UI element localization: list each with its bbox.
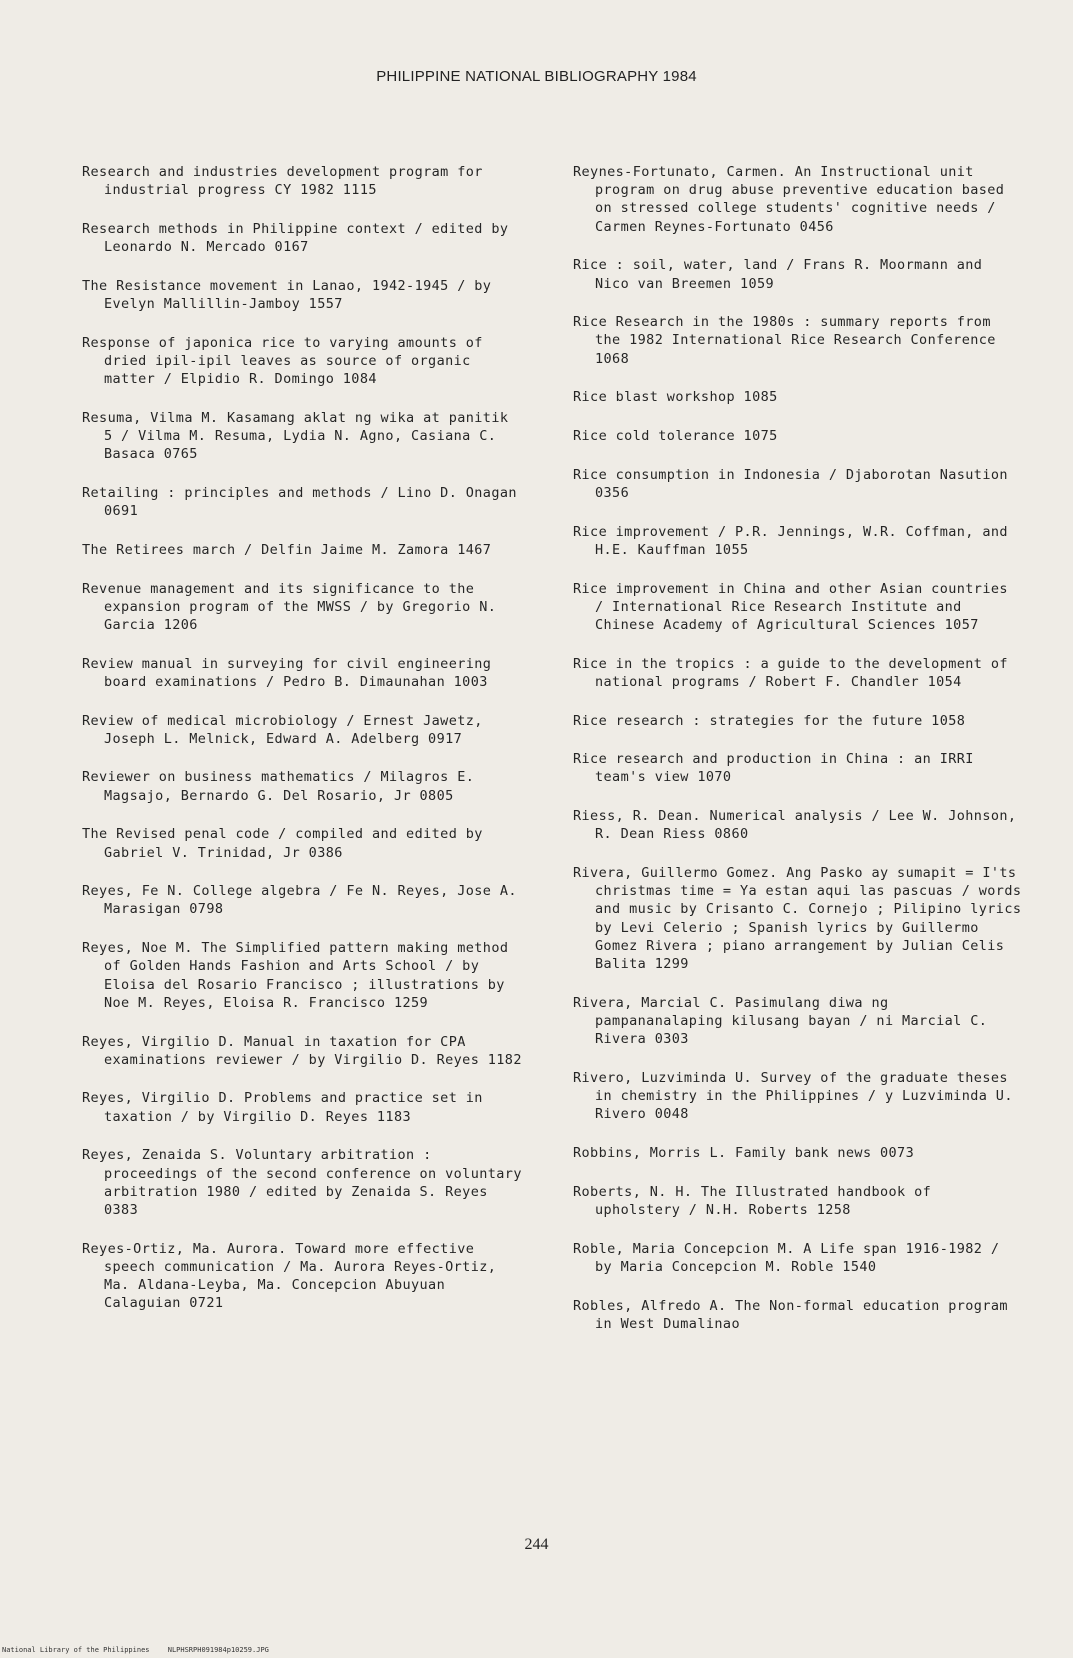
bibliography-entry: Response of japonica rice to varying amounts of dried ipil-ipil leaves as source of organic matter / Elpidio R. Domingo 1084 (82, 334, 483, 388)
bibliography-entry: Reyes, Fe N. College algebra / Fe N. Reyes, Jose A. Marasigan 0798 (82, 883, 517, 918)
bibliography-entry: Rivera, Guillermo Gomez. Ang Pasko ay sumapit = I'ts christmas time = Ya estan aqui las pascuas / words and music by Crisanto C. Cornejo ; Pilipino lyrics by Levi Celerio ; Spanish lyrics by Guillermo Gomez Rivera ; piano arrangement by Julian Celis Balita 1299 (573, 865, 1022, 973)
bibliography-entry: Retailing : principles and methods / Lino D. Onagan 0691 (82, 484, 517, 520)
page-number: 244 (524, 1536, 549, 1553)
bibliography-entry: Reyes, Noe M. The Simplified pattern making method of Golden Hands Fashion and Arts School / by Eloisa del Rosario Francisco ; illustrations by Noe M. Reyes, Eloisa R. Francisco 1259 (82, 940, 509, 1011)
bibliography-entry: Research methods in Philippine context / edited by Leonardo N. Mercado 0167 (82, 220, 509, 256)
bibliography-entry: Reviewer on business mathematics / Milagros E. Magsajo, Bernardo G. Del Rosario, Jr 0805 (82, 769, 475, 804)
bibliography-entry: The Resistance movement in Lanao, 1942-1945 / by Evelyn Mallillin-Jamboy 1557 (82, 277, 492, 313)
bibliography-entry: Reyes, Zenaida S. Voluntary arbitration : proceedings of the second conference on voluntary arbitration 1980 / edited by Zenaida S. Reyes 0383 (82, 1147, 522, 1218)
bibliography-entry: Riess, R. Dean. Numerical analysis / Lee W. Johnson, R. Dean Riess 0860 (573, 808, 1017, 843)
bibliography-entry: Rice research : strategies for the future 1058 (573, 712, 966, 729)
bibliography-entry: Robbins, Morris L. Family bank news 0073 (573, 1145, 915, 1162)
bibliography-entry: Review manual in surveying for civil engineering board examinations / Pedro B. Dimaunahan 1003 (82, 655, 492, 690)
bibliography-entry: Rice cold tolerance 1075 (573, 428, 778, 445)
scan-footer (2, 1646, 283, 1654)
bibliography-entry: Review of medical microbiology / Ernest Jawetz, Joseph L. Melnick, Edward A. Adelberg 0917 (82, 712, 483, 747)
right-column (573, 163, 1023, 1353)
bibliography-entry: Rice Research in the 1980s : summary reports from the 1982 International Rice Research Conference 1068 (573, 314, 996, 367)
bibliography-entry: Rivero, Luzviminda U. Survey of the graduate theses in chemistry in the Philippines / y Luzviminda U. Rivero 0048 (573, 1069, 1013, 1123)
bibliography-entry: Revenue management and its significance to the expansion program of the MWSS / by Gregorio N. Garcia 1206 (82, 580, 497, 633)
bibliography-entry: The Retirees march / Delfin Jaime M. Zamora 1467 (82, 541, 492, 558)
bibliography-entry: Rice blast workshop 1085 (573, 389, 778, 406)
left-column (82, 163, 522, 1333)
bibliography-entry: Reyes, Virgilio D. Manual in taxation for CPA examinations reviewer / by Virgilio D. Reyes 1182 (82, 1033, 522, 1068)
bibliography-entry: Reyes-Ortiz, Ma. Aurora. Toward more effective speech communication / Ma. Aurora Reyes-Ortiz, Ma. Aldana-Leyba, Ma. Concepcion Abuyuan Calaguian 0721 (82, 1240, 497, 1312)
bibliography-entry: Roble, Maria Concepcion M. A Life span 1916-1982 / by Maria Concepcion M. Roble 1540 (573, 1240, 1000, 1275)
bibliography-entry: Rice : soil, water, land / Frans R. Moormann and Nico van Breemen 1059 (573, 257, 983, 292)
footer-source: National Library of the Philippines (2, 1646, 150, 1654)
bibliography-entry: Rice research and production in China : an IRRI team's view 1070 (573, 751, 974, 786)
bibliography-entry: Rice consumption in Indonesia / Djaborotan Nasution 0356 (573, 466, 1008, 501)
bibliography-entry: Reynes-Fortunato, Carmen. An Instructional unit program on drug abuse preventive education based on stressed college students' cognitive needs / Carmen Reynes-Fortunato 0456 (573, 164, 1005, 235)
bibliography-entry: Rice in the tropics : a guide to the development of national programs / Robert F. Chandler 1054 (573, 655, 1008, 690)
footer-file: NLPHSRPH091984p10259.JPG (167, 1646, 269, 1654)
bibliography-entry: Roberts, N. H. The Illustrated handbook of upholstery / N.H. Roberts 1258 (573, 1183, 932, 1218)
bibliography-entry: Research and industries development program for industrial progress CY 1982 1115 (82, 164, 483, 199)
bibliography-entry: Rivera, Marcial C. Pasimulang diwa ng pampananalaping kilusang bayan / ni Marcial C. Rivera 0303 (573, 994, 988, 1048)
bibliography-entry: Rice improvement / P.R. Jennings, W.R. Coffman, and H.E. Kauffman 1055 (573, 523, 1008, 558)
bibliography-entry: Robles, Alfredo A. The Non-formal education program in West Dumalinao (573, 1297, 1008, 1332)
bibliography-entry: Rice improvement in China and other Asian countries / International Rice Research Institute and Chinese Academy of Agricultural Sciences 1057 (573, 580, 1008, 633)
bibliography-entry: The Revised penal code / compiled and edited by Gabriel V. Trinidad, Jr 0386 (82, 826, 483, 861)
bibliography-entry: Reyes, Virgilio D. Problems and practice set in taxation / by Virgilio D. Reyes 1183 (82, 1090, 483, 1125)
page-title: PHILIPPINE NATIONAL BIBLIOGRAPHY 1984 (376, 68, 697, 85)
bibliography-entry: Resuma, Vilma M. Kasamang aklat ng wika at panitik 5 / Vilma M. Resuma, Lydia N. Agno, Casiana C. Basaca 0765 (82, 409, 509, 463)
